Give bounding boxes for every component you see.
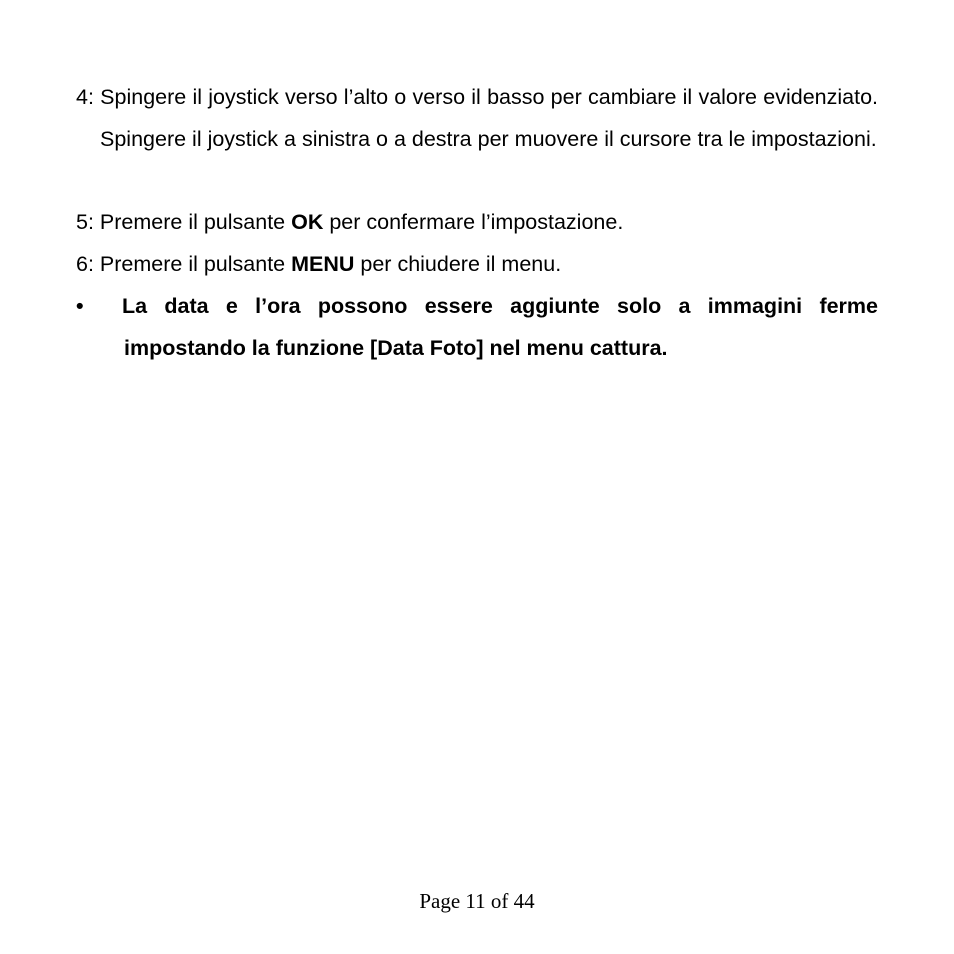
page-number: Page 11 of 44	[419, 889, 535, 913]
ok-key-label: OK	[291, 210, 324, 234]
step-5-suffix: per confermare l’impostazione.	[323, 210, 624, 234]
bullet-icon: •	[76, 294, 84, 318]
step-5-text	[76, 201, 878, 243]
step-6-prefix: 6: Premere il pulsante	[76, 252, 292, 276]
step-6-text	[76, 243, 878, 285]
date-photo-note	[76, 285, 878, 369]
note-text	[122, 285, 878, 369]
note-line-1: La data e l’ora possono essere aggiunte solo a immagini ferme	[122, 294, 878, 318]
note-line-2: impostando la funzione [Data Foto] nel menu cattura.	[124, 336, 668, 360]
step-5-prefix: 5: Premere il pulsante	[76, 210, 292, 234]
step-4-text: 4: Spingere il joystick verso l’alto o verso il basso per cambiare il valore evidenziato. Spingere il joystick a sinistra o a destra per muovere il cursore tra le impostazioni.	[76, 85, 878, 151]
menu-key-label: MENU	[291, 252, 355, 276]
step-6-suffix: per chiudere il menu.	[354, 252, 562, 276]
